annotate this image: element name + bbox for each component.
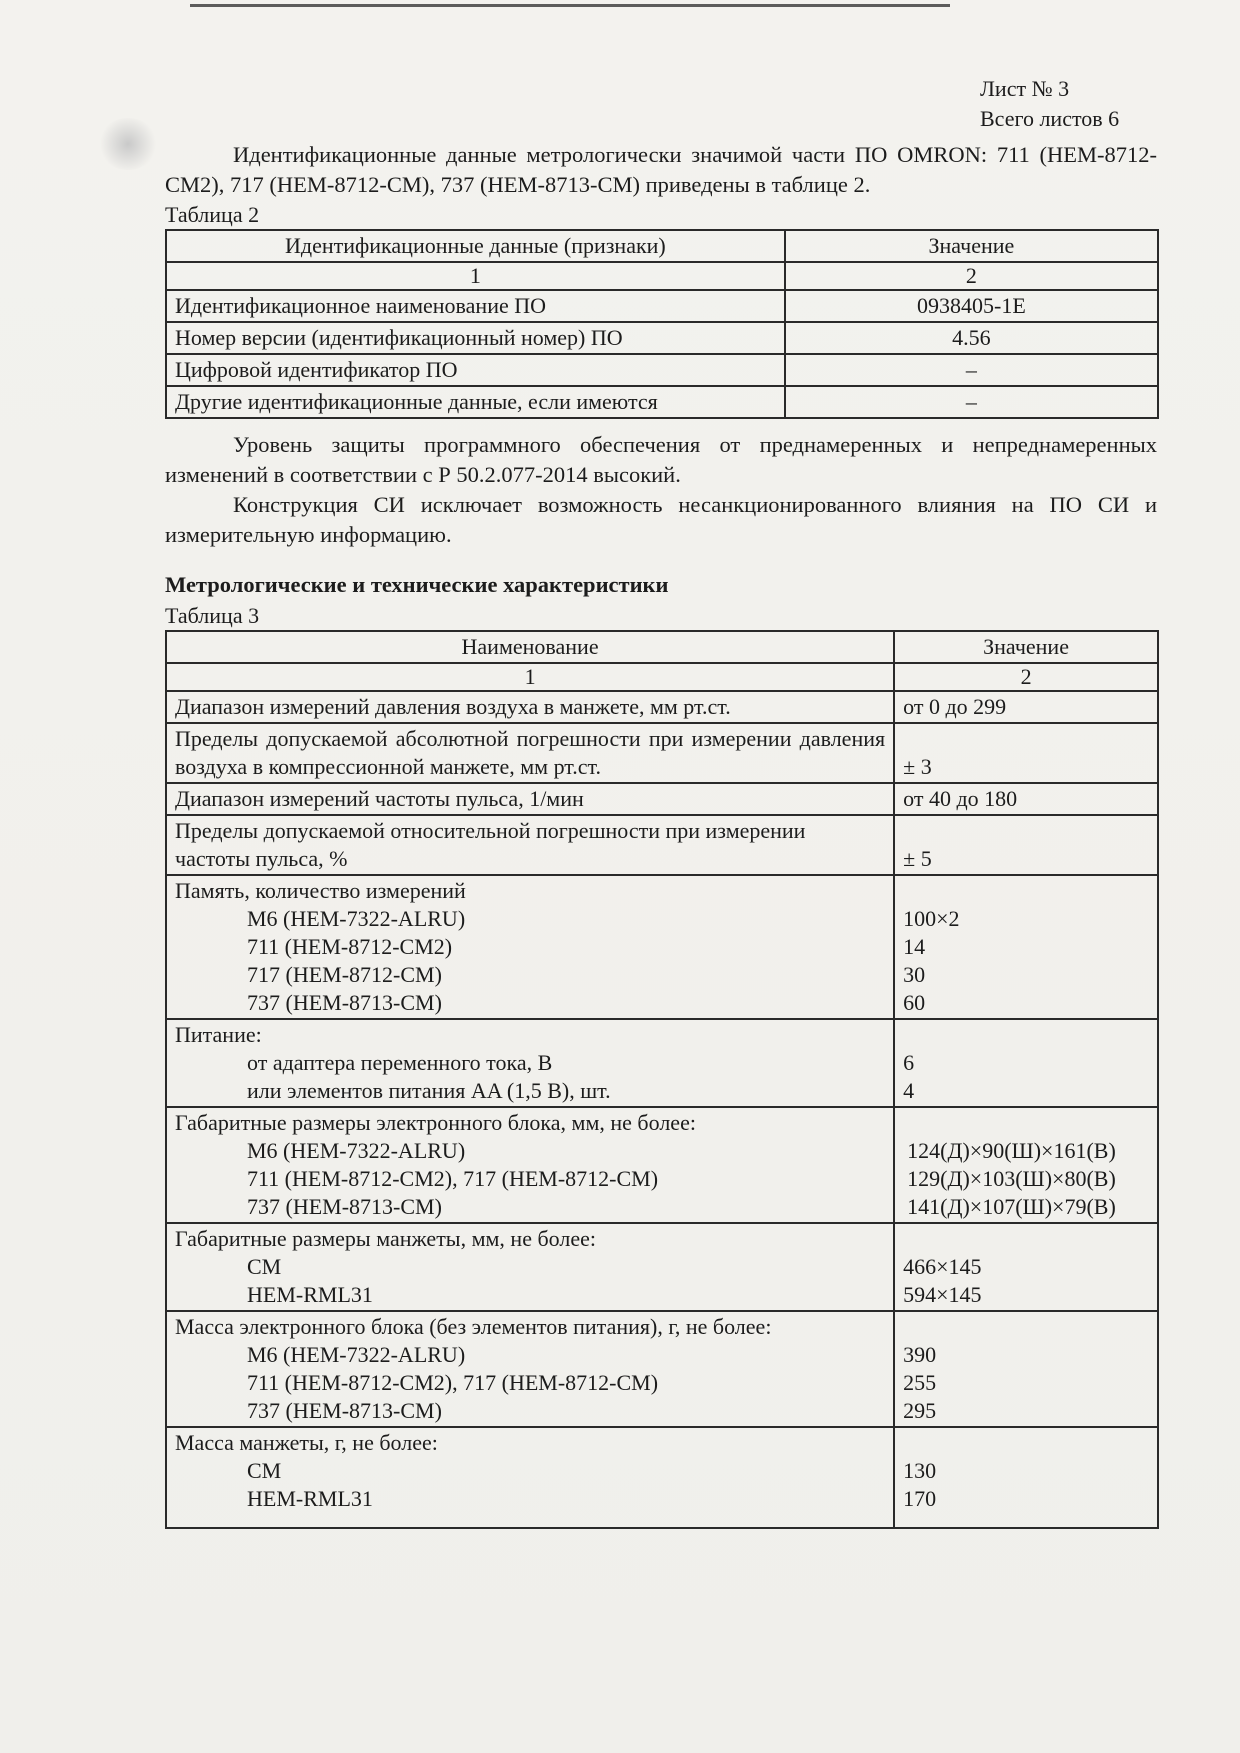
table-row (166, 290, 1158, 322)
table3-row-name: Пределы допускаемой относительной погрешности при измерении частоты пульса, % (166, 815, 894, 875)
table2-row-name: Идентификационное наименование ПО (166, 290, 785, 322)
unit-size-names (166, 1107, 894, 1223)
power-item-name: от адаптера переменного тока, В (247, 1050, 553, 1075)
unit-size-item-name: M6 (HEM-7322-ALRU) (247, 1138, 466, 1163)
table2-col-number: 2 (785, 262, 1158, 290)
memory-item-name: 717 (HEM-8712-CM) (247, 962, 442, 987)
table2-row-name: Номер версии (идентификационный номер) ПО (166, 322, 785, 354)
unit-size-item-value: 129(Д)×103(Ш)×80(В) (907, 1166, 1116, 1191)
intro-paragraph: Идентификационные данные метрологически значимой части ПО OMRON: 711 (HEM-8712-CM2), 717 (HEM-8712-CM), 737 (HEM-8713-CM) приведены в таблице 2. (165, 142, 1157, 197)
table2-header-value: Значение (785, 230, 1158, 262)
memory-title: Память, количество измерений (175, 878, 466, 903)
memory-item-name: M6 (HEM-7322-ALRU) (247, 906, 466, 931)
power-item-name: или элементов питания AA (1,5 В), шт. (247, 1078, 611, 1103)
table-row-memory (166, 875, 1158, 1019)
table2-col-number: 1 (166, 262, 785, 290)
table3-header-value: Значение (894, 631, 1158, 663)
cuff-mass-values (894, 1427, 1158, 1528)
cuff-mass-title: Масса манжеты, г, не более: (175, 1430, 438, 1455)
unit-size-item-name: 711 (HEM-8712-CM2), 717 (HEM-8712-CM) (247, 1166, 659, 1191)
power-title: Питание: (175, 1022, 262, 1047)
cuff-size-item-value: 594×145 (903, 1282, 982, 1307)
table-row-power (166, 1019, 1158, 1107)
unit-size-item-value: 124(Д)×90(Ш)×161(В) (907, 1138, 1116, 1163)
table-row (166, 783, 1158, 815)
table-row (166, 354, 1158, 386)
memory-item-name: 737 (HEM-8713-CM) (247, 990, 442, 1015)
table3-caption: Таблица 3 (165, 603, 260, 628)
cuff-mass-item-name: CM (247, 1458, 282, 1483)
sheet-total: Всего листов 6 (980, 106, 1120, 131)
table2-row-value: 0938405-1E (785, 290, 1158, 322)
cuff-size-names (166, 1223, 894, 1311)
table-row-unit-size (166, 1107, 1158, 1223)
power-item-value: 4 (903, 1078, 915, 1103)
table-row-cuff-mass (166, 1427, 1158, 1528)
top-edge-line (190, 4, 950, 7)
table2-row-value: – (785, 386, 1158, 418)
unit-size-item-value: 141(Д)×107(Ш)×79(В) (907, 1194, 1116, 1219)
table3-header-name: Наименование (166, 631, 894, 663)
memory-item-name: 711 (HEM-8712-CM2) (247, 934, 453, 959)
cuff-mass-item-name: HEM-RML31 (247, 1486, 373, 1511)
power-names (166, 1019, 894, 1107)
unit-mass-item-name: 711 (HEM-8712-CM2), 717 (HEM-8712-CM) (247, 1370, 659, 1395)
table2-caption: Таблица 2 (165, 202, 260, 227)
memory-item-value: 60 (903, 990, 926, 1015)
cuff-mass-item-value: 170 (903, 1486, 937, 1511)
table3-col-number: 2 (894, 663, 1158, 691)
table-row (166, 815, 1158, 875)
table2-row-name: Цифровой идентификатор ПО (166, 354, 785, 386)
memory-values (894, 875, 1158, 1019)
protection-paragraph: Уровень защиты программного обеспечения от преднамеренных и непреднамеренных изменений в соответствии с Р 50.2.077-2014 высокий. (165, 432, 1157, 487)
cuff-size-title: Габаритные размеры манжеты, мм, не более: (175, 1226, 596, 1251)
table-row (166, 322, 1158, 354)
unit-mass-values (894, 1311, 1158, 1427)
unit-mass-item-name: 737 (HEM-8713-CM) (247, 1398, 442, 1423)
memory-item-value: 14 (903, 934, 926, 959)
unit-size-title: Габаритные размеры электронного блока, мм, не более: (175, 1110, 696, 1135)
unit-mass-item-name: M6 (HEM-7322-ALRU) (247, 1342, 466, 1367)
memory-item-value: 30 (903, 962, 926, 987)
unit-size-values (894, 1107, 1158, 1223)
table3-col-number: 1 (166, 663, 894, 691)
power-values (894, 1019, 1158, 1107)
cuff-size-item-name: CM (247, 1254, 282, 1279)
table-row (166, 723, 1158, 783)
cuff-size-values (894, 1223, 1158, 1311)
cuff-size-item-value: 466×145 (903, 1254, 982, 1279)
power-item-value: 6 (903, 1050, 915, 1075)
section-heading: Метрологические и технические характеристики (165, 572, 669, 597)
sheet-number: Лист № 3 (980, 76, 1070, 101)
table3-row-value: от 0 до 299 (894, 691, 1158, 723)
design-paragraph: Конструкция СИ исключает возможность несанкционированного влияния на ПО СИ и измерительную информацию. (165, 492, 1157, 547)
table2-row-value: 4.56 (785, 322, 1158, 354)
cuff-size-item-name: HEM-RML31 (247, 1282, 373, 1307)
cuff-mass-item-value: 130 (903, 1458, 937, 1483)
unit-size-item-name: 737 (HEM-8713-CM) (247, 1194, 442, 1219)
table3-row-name: Диапазон измерений частоты пульса, 1/мин (166, 783, 894, 815)
table2-header-name: Идентификационные данные (признаки) (166, 230, 785, 262)
table-row (166, 691, 1158, 723)
unit-mass-item-value: 255 (903, 1370, 937, 1395)
unit-mass-title: Масса электронного блока (без элементов питания), г, не более: (175, 1314, 772, 1339)
table-row-cuff-size (166, 1223, 1158, 1311)
table-row-unit-mass (166, 1311, 1158, 1427)
table3-row-value: от 40 до 180 (894, 783, 1158, 815)
table3-row-value: ± 3 (894, 723, 1158, 783)
memory-names (166, 875, 894, 1019)
cuff-mass-names (166, 1427, 894, 1528)
paper-stain (98, 118, 158, 170)
table3-row-name: Диапазон измерений давления воздуха в манжете, мм рт.ст. (166, 691, 894, 723)
memory-item-value: 100×2 (903, 906, 960, 931)
table-3 (165, 630, 1159, 1529)
sheet-info (980, 74, 1119, 134)
unit-mass-item-value: 390 (903, 1342, 937, 1367)
table2-row-name: Другие идентификационные данные, если имеются (166, 386, 785, 418)
table-2 (165, 229, 1159, 419)
table2-row-value: – (785, 354, 1158, 386)
table3-row-name: Пределы допускаемой абсолютной погрешности при измерении давления воздуха в компрессионной манжете, мм рт.ст. (166, 723, 894, 783)
unit-mass-names (166, 1311, 894, 1427)
table3-row-value: ± 5 (894, 815, 1158, 875)
unit-mass-item-value: 295 (903, 1398, 937, 1423)
table-row (166, 386, 1158, 418)
